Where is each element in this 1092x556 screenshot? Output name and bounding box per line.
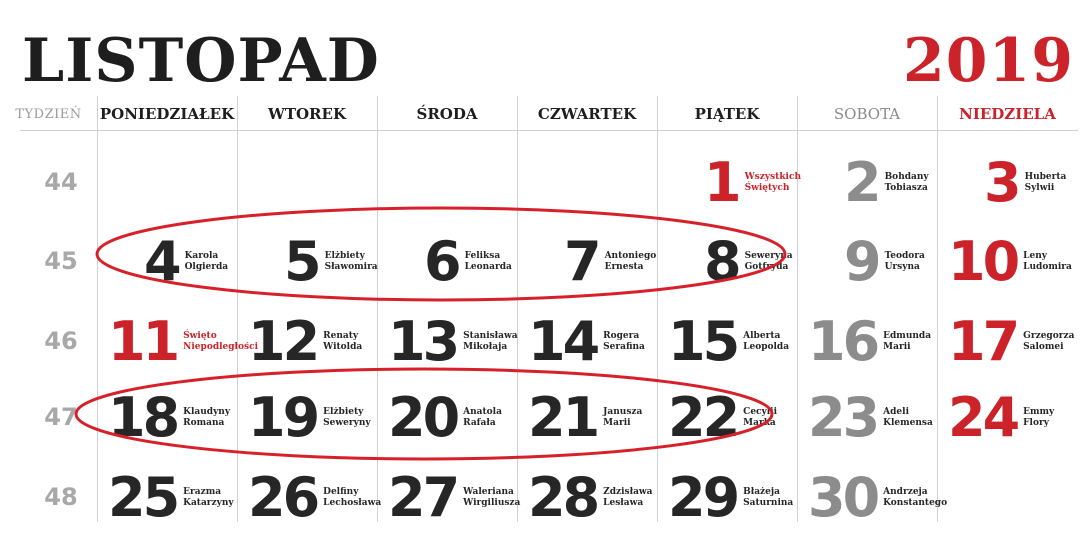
name-day-first: Leny	[1023, 251, 1047, 261]
day-number: 24	[948, 386, 1018, 449]
name-day-second: Seweryny	[323, 418, 371, 428]
week-number: 47	[44, 403, 78, 431]
name-day-second: Saturnina	[743, 498, 794, 508]
name-day-second: Marii	[883, 342, 911, 352]
day-number: 12	[248, 310, 318, 373]
name-day-second: Sławomira	[324, 262, 378, 272]
day-number: 3	[984, 151, 1019, 214]
column-header-wed: ŚRODA	[416, 105, 478, 123]
name-day-second: Olgierda	[184, 262, 229, 272]
name-day-first: Klaudyny	[183, 407, 231, 417]
name-day-second: Lechosława	[323, 498, 382, 508]
year-title: 2019	[903, 26, 1074, 96]
name-day-first: Cecylii	[743, 407, 778, 417]
name-day-first: Bohdany	[884, 172, 929, 182]
day-number: 18	[108, 386, 178, 449]
name-day-second: Wirgiliusza	[463, 498, 521, 508]
name-day-second: Niepodległości	[183, 342, 258, 352]
day-number: 8	[704, 230, 739, 293]
name-day-first: Elżbiety	[324, 251, 365, 261]
name-day-first: Anatola	[463, 407, 502, 417]
day-number: 5	[284, 230, 319, 293]
name-day-second: Świętych	[744, 183, 790, 193]
name-day-second: Marii	[603, 418, 631, 428]
day-number: 11	[108, 310, 178, 373]
day-number: 9	[844, 230, 879, 293]
name-day-first: Renaty	[323, 331, 359, 341]
name-day-second: Gotfryda	[744, 262, 789, 272]
name-day-second: Mikołaja	[463, 342, 508, 352]
week-number: 44	[44, 168, 78, 196]
day-number: 20	[388, 386, 458, 449]
name-day-second: Tobiasza	[884, 183, 928, 193]
name-day-first: Błażeja	[743, 487, 780, 497]
day-number: 28	[528, 466, 598, 529]
name-day-first: Święto	[183, 331, 217, 341]
name-day-first: Huberta	[1024, 172, 1067, 182]
name-day-first: Emmy	[1023, 407, 1055, 417]
name-day-first: Alberta	[743, 331, 781, 341]
day-number: 15	[668, 310, 738, 373]
name-day-second: Lesława	[603, 498, 644, 508]
day-number: 6	[424, 230, 459, 293]
column-header-sun: NIEDZIELA	[959, 105, 1056, 123]
day-number: 23	[808, 386, 878, 449]
day-number: 30	[808, 466, 878, 529]
day-number: 2	[844, 151, 879, 214]
day-number: 26	[248, 466, 318, 529]
name-day-first: Janusza	[603, 407, 643, 417]
name-day-second: Witolda	[323, 342, 363, 352]
column-header-tue: WTOREK	[267, 105, 346, 123]
day-number: 16	[808, 310, 878, 373]
month-title: LISTOPAD	[22, 26, 380, 96]
name-day-second: Konstantego	[883, 498, 948, 508]
name-day-first: Wszystkich	[744, 172, 801, 182]
highlight-oval-week-47	[76, 369, 772, 459]
name-day-first: Andrzeja	[883, 487, 928, 497]
name-day-second: Romana	[183, 418, 225, 428]
name-day-second: Leonarda	[464, 262, 512, 272]
name-day-second: Leopolda	[743, 342, 790, 352]
day-number: 17	[948, 310, 1018, 373]
day-number: 19	[248, 386, 318, 449]
name-day-first: Seweryna	[744, 251, 793, 261]
day-number: 7	[564, 230, 599, 293]
name-day-first: Karola	[184, 251, 219, 261]
name-day-first: Elżbiety	[323, 407, 364, 417]
name-day-first: Delfiny	[323, 487, 359, 497]
name-day-second: Klemensa	[883, 418, 933, 428]
day-number: 14	[528, 310, 598, 373]
name-day-second: Sylwii	[1024, 183, 1055, 193]
week-number: 46	[44, 327, 78, 355]
day-number: 1	[704, 151, 739, 214]
name-day-second: Rafała	[463, 418, 496, 428]
column-header-thu: CZWARTEK	[537, 105, 637, 123]
column-header-sat: SOBOTA	[833, 105, 901, 123]
column-header-mon: PONIEDZIAŁEK	[99, 105, 235, 123]
name-day-second: Serafina	[603, 342, 645, 352]
name-day-first: Adeli	[883, 407, 909, 417]
name-day-first: Antoniego	[604, 251, 657, 261]
name-day-first: Grzegorza	[1023, 331, 1075, 341]
column-header-week: TYDZIEŃ	[15, 106, 82, 122]
day-number: 21	[528, 386, 598, 449]
day-number: 29	[668, 466, 738, 529]
week-number: 48	[44, 483, 78, 511]
name-day-second: Ernesta	[604, 262, 644, 272]
name-day-second: Ursyna	[884, 262, 920, 272]
name-day-first: Feliksa	[464, 251, 501, 261]
highlight-oval-week-45	[97, 208, 785, 300]
name-day-first: Waleriana	[463, 487, 514, 497]
day-number: 13	[388, 310, 458, 373]
name-day-first: Stanisława	[463, 331, 518, 341]
name-day-first: Rogera	[603, 331, 640, 341]
name-day-first: Erazma	[183, 487, 222, 497]
day-number: 4	[144, 230, 179, 293]
column-header-fri: PIĄTEK	[694, 105, 760, 123]
name-day-second: Flory	[1023, 418, 1049, 428]
name-day-second: Salomei	[1023, 342, 1064, 352]
name-day-second: Ludomira	[1023, 262, 1072, 272]
week-number: 45	[44, 247, 78, 275]
name-day-first: Edmunda	[883, 331, 932, 341]
day-number: 27	[388, 466, 458, 529]
day-number: 22	[668, 386, 738, 449]
name-day-first: Teodora	[884, 251, 925, 261]
name-day-first: Zdzisława	[603, 487, 653, 497]
name-day-second: Marka	[743, 418, 776, 428]
day-number: 25	[108, 466, 178, 529]
day-number: 10	[948, 230, 1018, 293]
name-day-second: Katarzyny	[183, 498, 234, 508]
